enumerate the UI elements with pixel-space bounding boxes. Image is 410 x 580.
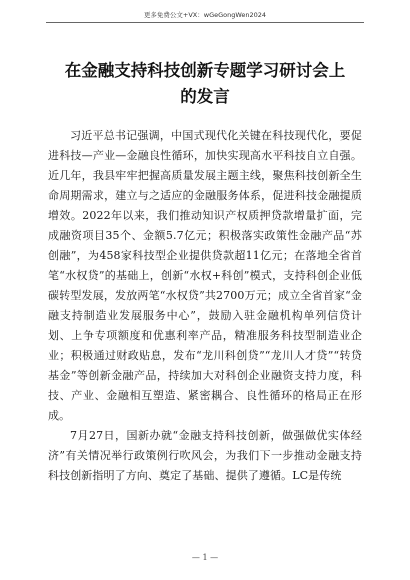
document-body bbox=[48, 126, 362, 486]
header-divider bbox=[46, 22, 364, 23]
document-title: 在金融支持科技创新专题学习研讨会上的发言 bbox=[64, 61, 346, 106]
page-header: 更多免费公文+VX：wGeGongWen2024 bbox=[143, 11, 267, 19]
paragraph: 习近平总书记强调，中国式现代化关键在科技现代化，要促进科技—产业—金融良性循环，加快实现高水平科技自立自强。近几年，我县牢牢把握高质量发展主题主线，聚焦科技创新全生命周期需求，建立与之适应的金融服务体系，促进科技金融提质增效。2022年以来，我们推动知识产权质押贷款增量扩面，完成融资项目35个、金额5.7亿元；积极落实政策性金融产品“苏创融”，为458家科技型企业提供贷款超11亿元；在落地全省首笔“水权贷”的基础上，创新“水权+科创”模式，支持科创企业低碳转型发展，发放两笔“水权贷”共2700万元；成立全省首家“金融支持制造业发展服务中心”，鼓励入驻金融机构单列信贷计划、上争专项额度和优惠利率产品，精准服务科技型制造业企业；积极通过财政贴息，发布“龙川科创贷”“龙川人才贷”“转贷基金”等创新金融产品，持续加大对科创企业融资支持力度，科技、产业、金融相互塑造、紧密耦合、良性循环的格局正在形成。 bbox=[48, 129, 362, 422]
page-number: — 1 — bbox=[191, 553, 219, 562]
paragraph: 7月27日，国新办就“金融支持科技创新，做强做优实体经济”有关情况举行政策例行吹风会，为我们下一步推动金融支持科技创新指明了方向、奠定了基础、提供了遵循。LC是传统 bbox=[48, 429, 362, 482]
